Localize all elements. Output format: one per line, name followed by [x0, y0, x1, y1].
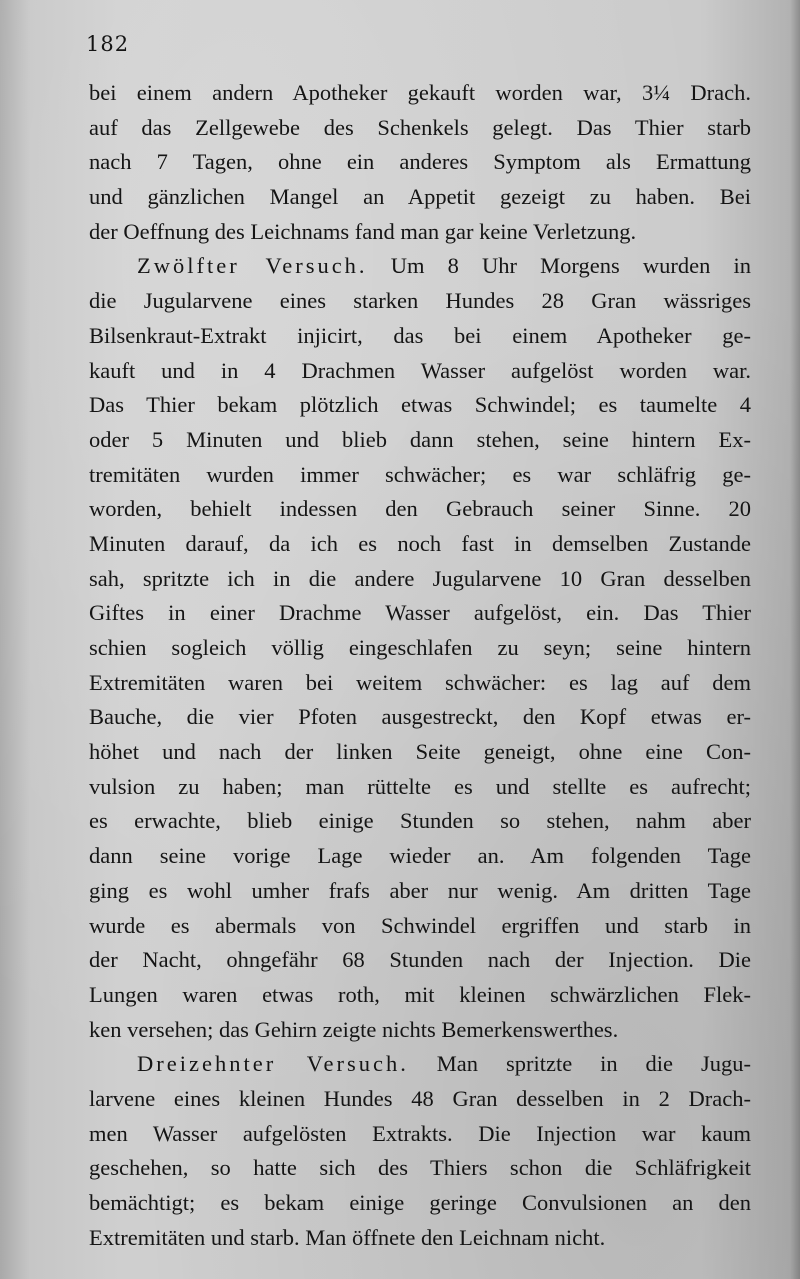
text-line: [89, 1117, 751, 1152]
line-text: höhet und nach der linken Seite geneigt, ohne eine Con-: [89, 739, 751, 765]
text-line: [89, 839, 751, 874]
text-line: [89, 284, 751, 319]
line-text: ging es wohl umher frafs aber nur wenig. Am dritten Tage: [89, 877, 751, 903]
line-text: Das Thier bekam plötzlich etwas Schwindel; es taumelte 4: [89, 392, 751, 418]
page-number: 182: [86, 32, 130, 56]
line-text: und gänzlichen Mangel an Appetit gezeigt zu haben. Bei: [89, 184, 751, 210]
line-text: tremitäten wurden immer schwächer; es war schläfrig ge-: [89, 461, 751, 487]
line-text: bemächtigt; es bekam einige geringe Convulsionen an den: [89, 1190, 751, 1215]
line-text: Lungen waren etwas roth, mit kleinen schwärzlichen Flek-: [89, 981, 751, 1007]
line-text: larvene eines kleinen Hundes 48 Gran desselben in 2 Drach-: [89, 1085, 751, 1111]
text-line: [89, 596, 751, 631]
text-line: [89, 700, 751, 735]
line-text: men Wasser aufgelösten Extrakts. Die Injection war kaum: [89, 1120, 751, 1146]
line-text: Um 8 Uhr Morgens wurden in: [367, 253, 751, 279]
text-line: [89, 423, 751, 458]
text-line: [89, 631, 751, 666]
line-text: Minuten darauf, da ich es noch fast in demselben Zustande: [89, 530, 751, 556]
text-line: [89, 943, 751, 978]
text-line: [89, 76, 751, 111]
line-text: Bilsenkraut-Extrakt injicirt, das bei einem Apotheker ge-: [89, 322, 751, 348]
line-text: sah, spritzte ich in die andere Jugularvene 10 Gran desselben: [89, 565, 751, 591]
line-text: dann seine vorige Lage wieder an. Am folgenden Tage: [89, 843, 751, 869]
text-line: [89, 1221, 751, 1256]
line-text: der Nacht, ohngefähr 68 Stunden nach der Injection. Die: [89, 947, 751, 973]
text-line: [89, 804, 751, 839]
line-text: vulsion zu haben; man rüttelte es und stellte es aufrecht;: [89, 773, 751, 799]
text-line: [89, 388, 751, 423]
line-text: worden, behielt indessen den Gebrauch seiner Sinne. 20: [89, 496, 751, 522]
line-text: bei einem andern Apotheker gekauft worden war, 3¼ Drach.: [89, 80, 751, 105]
text-line: [89, 562, 751, 597]
section-heading: Dreizehnter Versuch.: [137, 1051, 409, 1077]
text-line: [89, 1151, 751, 1186]
text-line: [89, 874, 751, 909]
line-text: der Oeffnung des Leichnams fand man gar keine Verletzung.: [89, 218, 637, 244]
text-line: [89, 770, 751, 805]
line-text: es erwachte, blieb einige Stunden so stehen, nahm aber: [89, 808, 751, 834]
text-line: [89, 527, 751, 562]
line-text: auf das Zellgewebe des Schenkels gelegt. Das Thier starb: [89, 114, 751, 140]
line-text: wurde es abermals von Schwindel ergriffen und starb in: [89, 912, 751, 938]
text-line: [89, 354, 751, 389]
text-line: [89, 458, 751, 493]
line-text: ken versehen; das Gehirn zeigte nichts Bemerkenswerthes.: [89, 1016, 619, 1042]
text-line: [89, 1186, 751, 1221]
line-text: kauft und in 4 Drachmen Wasser aufgelöst worden war.: [89, 357, 751, 383]
text-line: [89, 249, 751, 284]
text-line: [89, 978, 751, 1013]
section-heading: Zwölfter Versuch.: [137, 253, 368, 279]
text-line: [89, 215, 751, 250]
body-text: [89, 76, 751, 1255]
text-line: [89, 111, 751, 146]
line-text: geschehen, so hatte sich des Thiers schon die Schläfrigkeit: [89, 1155, 751, 1181]
line-text: Man spritzte in die Jugu-: [408, 1051, 751, 1077]
line-text: Bauche, die vier Pfoten ausgestreckt, den Kopf etwas er-: [89, 704, 751, 730]
line-text: Giftes in einer Drachme Wasser aufgelöst, ein. Das Thier: [89, 600, 751, 626]
text-line: [89, 1047, 751, 1082]
text-line: [89, 492, 751, 527]
text-line: [89, 1013, 751, 1048]
line-text: nach 7 Tagen, ohne ein anderes Symptom als Ermattung: [89, 149, 751, 175]
text-line: [89, 1082, 751, 1117]
text-line: [89, 180, 751, 215]
line-text: oder 5 Minuten und blieb dann stehen, seine hintern Ex-: [89, 426, 751, 452]
text-line: [89, 145, 751, 180]
text-line: [89, 319, 751, 354]
text-line: [89, 666, 751, 701]
text-line: [89, 909, 751, 944]
text-line: [89, 735, 751, 770]
line-text: die Jugularvene eines starken Hundes 28 Gran wässriges: [89, 288, 751, 314]
line-text: Extremitäten und starb. Man öffnete den Leichnam nicht.: [89, 1224, 606, 1250]
line-text: schien sogleich völlig eingeschlafen zu seyn; seine hintern: [89, 635, 751, 660]
line-text: Extremitäten waren bei weitem schwächer: es lag auf dem: [89, 669, 751, 695]
